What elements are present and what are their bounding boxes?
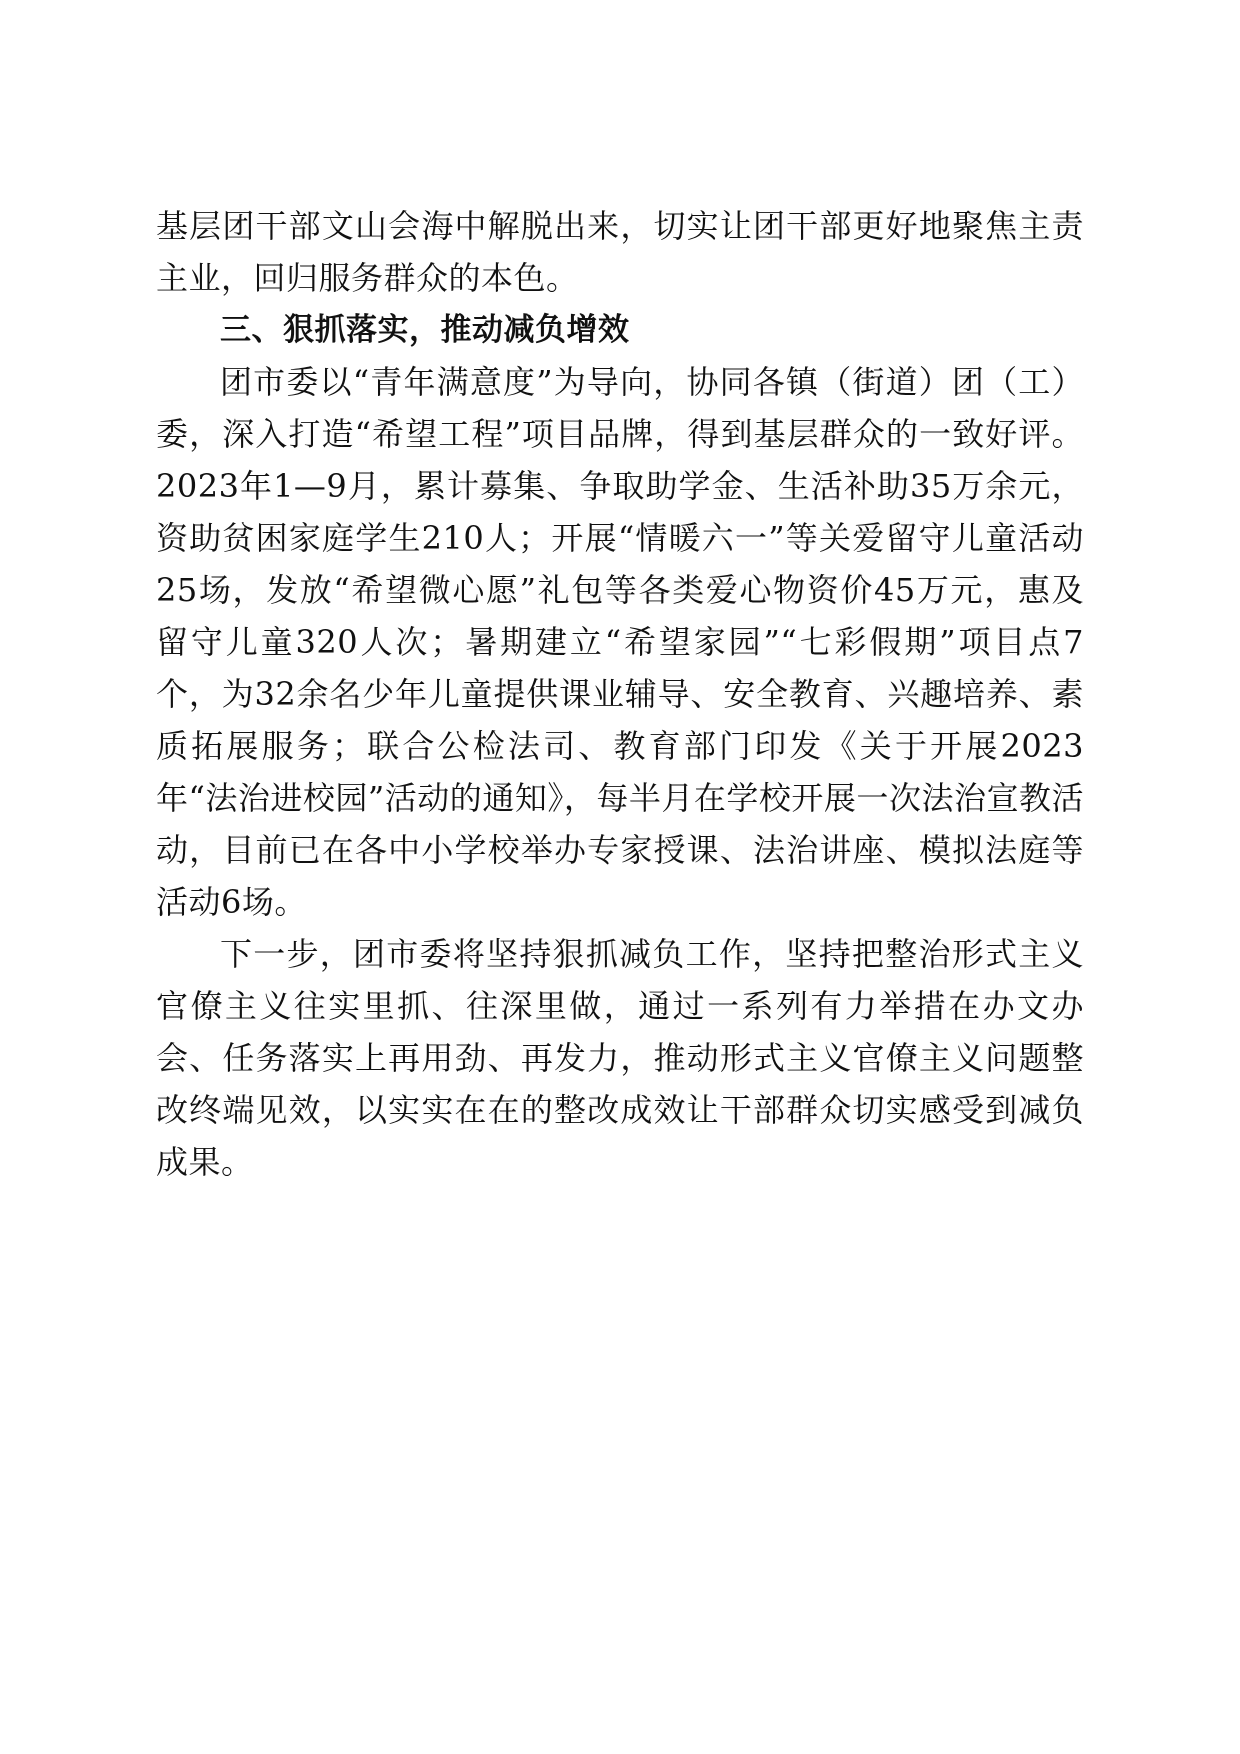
continuation-paragraph: 基层团干部文山会海中解脱出来，切实让团干部更好地聚焦主责主业，回归服务群众的本色。 bbox=[156, 207, 1084, 297]
section-heading: 三、狠抓落实，推动减负增效 bbox=[220, 312, 630, 348]
document-body bbox=[156, 200, 1084, 1188]
body-paragraph: 团市委以“青年满意度”为导向，协同各镇（街道）团（工）委，深入打造“希望工程”项目品牌，得到基层群众的一致好评。2023年1—9月，累计募集、争取助学金、生活补助35万余元，资助贫困家庭学生210人；开展“情暖六一”等关爱留守儿童活动25场，发放“希望微心愿”礼包等各类爱心物资价45万元，惠及留守儿童320人次；暑期建立“希望家园”“七彩假期”项目点7个，为32余名少年儿童提供课业辅导、安全教育、兴趣培养、素质拓展服务；联合公检法司、教育部门印发《关于开展2023年“法治进校园”活动的通知》，每半月在学校开展一次法治宣教活动，目前已在各中小学校举办专家授课、法治讲座、模拟法庭等活动6场。 bbox=[156, 363, 1084, 921]
closing-paragraph: 下一步，团市委将坚持狠抓减负工作，坚持把整治形式主义官僚主义往实里抓、往深里做，通过一系列有力举措在办文办会、任务落实上再用劲、再发力，推动形式主义官僚主义问题整改终端见效，以实实在在的整改成效让干部群众切实感受到减负成果。 bbox=[156, 935, 1084, 1181]
